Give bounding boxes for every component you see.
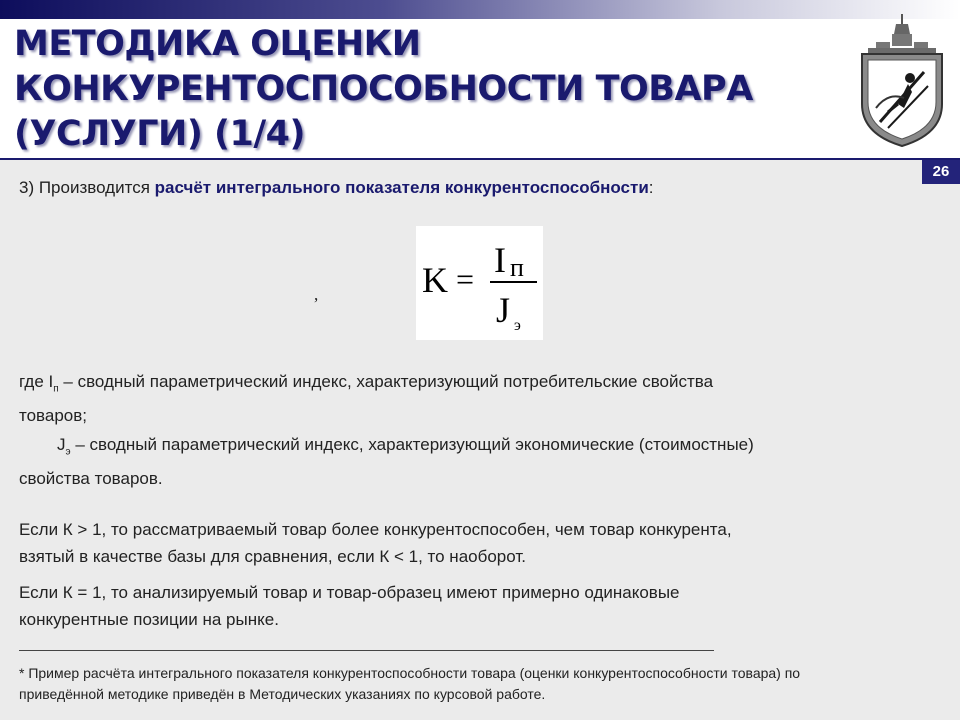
intro-suffix: : xyxy=(648,178,654,197)
formula-denominator: J xyxy=(496,290,511,330)
page-number-badge: 26 xyxy=(922,160,960,184)
rule2-line-1: Если К = 1, то анализируемый товар и товар-образец имеют примерно одинаковые xyxy=(19,583,680,602)
formula-denominator-sub: э xyxy=(514,317,521,334)
where-paragraph-2 xyxy=(19,431,754,492)
formula-lhs: K xyxy=(422,260,448,300)
title-line-1: МЕТОДИКА ОЦЕНКИ xyxy=(14,24,421,64)
intro-bold: расчёт интегрального показателя конкурентоспособности xyxy=(154,178,649,197)
rule2-line-2: конкурентные позиции на рынке. xyxy=(19,610,279,629)
formula-comma: , xyxy=(314,285,319,304)
formula-numerator: I xyxy=(494,240,506,280)
footnote-separator xyxy=(19,650,714,651)
slide-title xyxy=(14,22,844,157)
rule1-line-1: Если К > 1, то рассматриваемый товар более конкурентоспособен, чем товар конкурента, xyxy=(19,520,732,539)
where2-line-1: $J_э$ – сводный параметрический индекс, характеризующий экономические (стоимостные) xyxy=(57,435,754,458)
formula-numerator-sub: п xyxy=(510,253,524,282)
rule-paragraph-2 xyxy=(19,579,680,633)
where1-line-1: где $I_п$ – сводный параметрический индекс, характеризующий потребительские свойства xyxy=(19,372,714,395)
where1-line-2: товаров; xyxy=(19,406,88,426)
rule1-line-2: взятый в качестве базы для сравнения, если К < 1, то наоборот. xyxy=(19,547,526,566)
footnote-line-2: приведённой методике приведён в Методических указаниях по курсовой работе. xyxy=(19,686,546,702)
footnote-line-1: * Пример расчёта интегрального показателя конкурентоспособности товара (оценки конкурентоспособности товара) по xyxy=(19,665,801,681)
formula-eq: = xyxy=(456,261,475,297)
university-emblem-icon xyxy=(858,12,948,152)
title-line-2: КОНКУРЕНТОСПОСОБНОСТИ ТОВАРА xyxy=(14,69,753,109)
rule-paragraph-1 xyxy=(19,516,732,570)
title-line-3: (УСЛУГИ) (1/4) xyxy=(14,114,305,154)
intro-paragraph xyxy=(19,174,654,201)
where-paragraph-1 xyxy=(19,368,713,429)
where2-line-2: свойства товаров. xyxy=(19,469,163,489)
footnote xyxy=(19,663,939,705)
intro-prefix: 3) Производится xyxy=(19,178,155,197)
formula xyxy=(416,226,543,340)
top-gradient-bar xyxy=(0,0,960,19)
